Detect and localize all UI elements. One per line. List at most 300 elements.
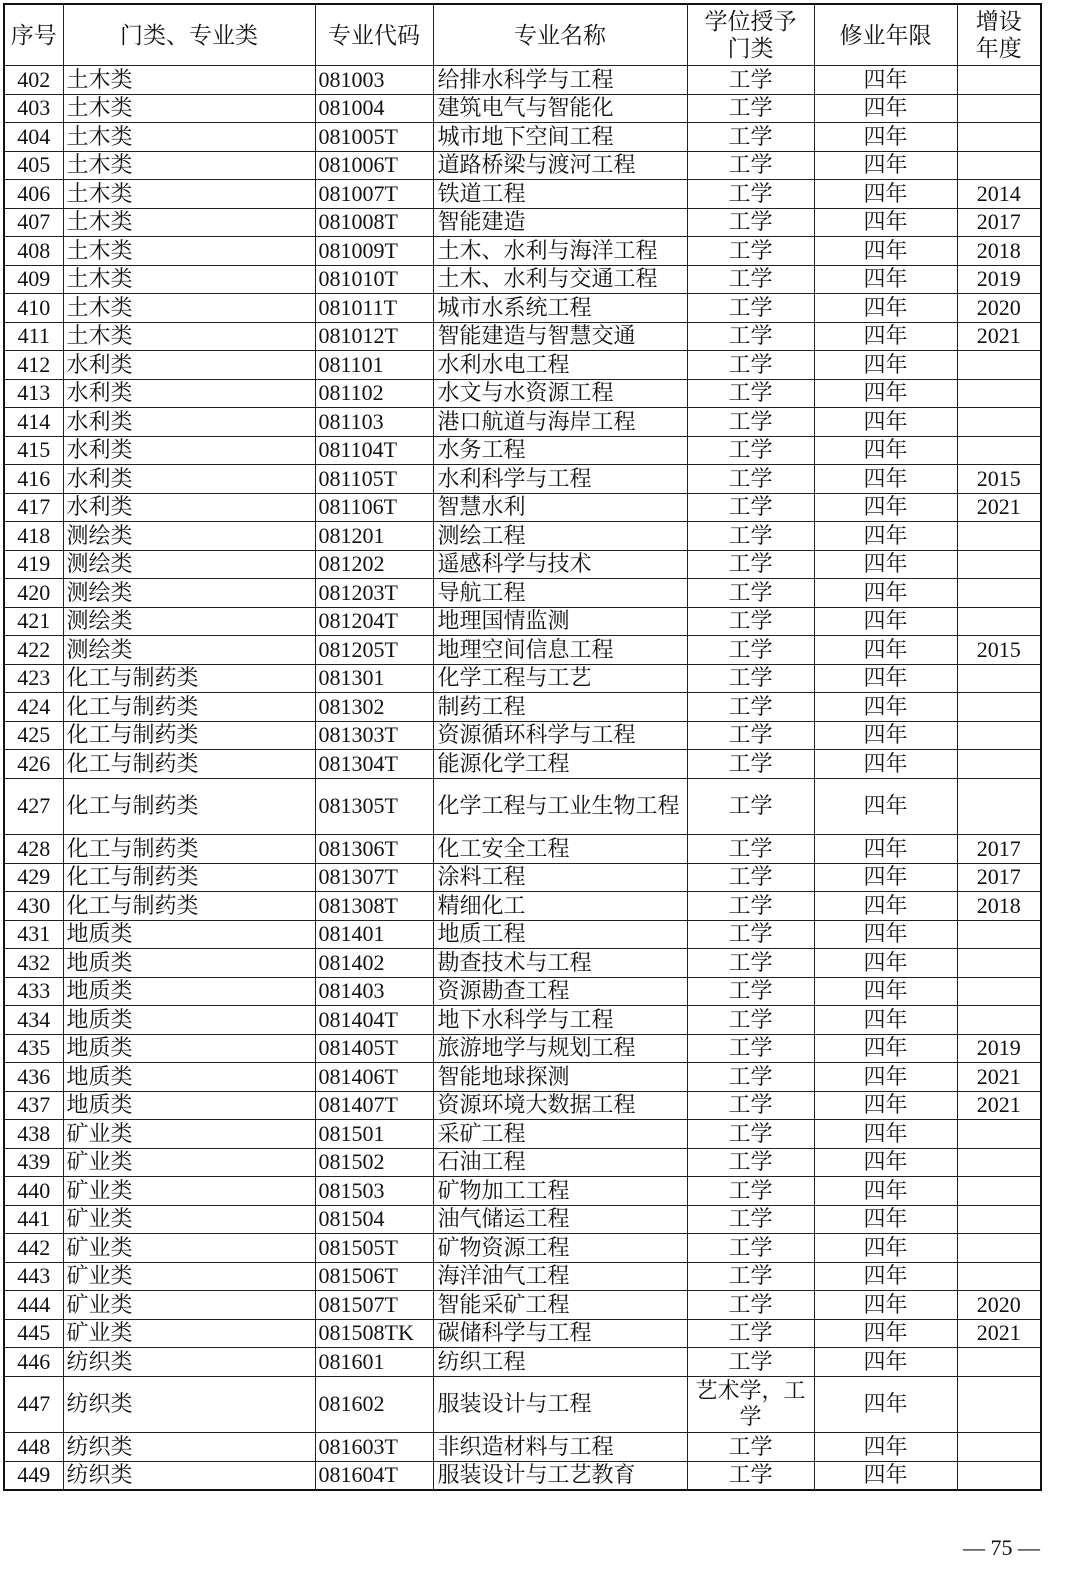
cell-degree: 工学 — [687, 721, 814, 750]
cell-year-added — [957, 1234, 1041, 1263]
cell-code: 081406T — [315, 1063, 433, 1092]
cell-name: 海洋油气工程 — [433, 1262, 687, 1291]
cell-name: 地下水科学与工程 — [433, 1006, 687, 1035]
cell-seq: 422 — [4, 636, 63, 665]
table-header — [4, 4, 1041, 66]
cell-code: 081301 — [315, 664, 433, 693]
cell-name: 给排水科学与工程 — [433, 66, 687, 95]
cell-name: 智能建造 — [433, 208, 687, 237]
cell-year-added — [957, 1006, 1041, 1035]
cell-year-added — [957, 1205, 1041, 1234]
cell-seq: 428 — [4, 835, 63, 864]
cell-category: 矿业类 — [63, 1262, 315, 1291]
cell-name: 化学工程与工艺 — [433, 664, 687, 693]
cell-code: 081307T — [315, 863, 433, 892]
cell-years: 四年 — [814, 863, 957, 892]
cell-name: 水利科学与工程 — [433, 465, 687, 494]
table-row — [4, 977, 1041, 1006]
cell-degree: 工学 — [687, 664, 814, 693]
cell-year-added — [957, 436, 1041, 465]
cell-category: 测绘类 — [63, 607, 315, 636]
cell-degree: 工学 — [687, 579, 814, 608]
table-row — [4, 1376, 1041, 1433]
cell-seq: 425 — [4, 721, 63, 750]
cell-year-added: 2020 — [957, 294, 1041, 323]
cell-degree: 工学 — [687, 1006, 814, 1035]
cell-degree: 工学 — [687, 294, 814, 323]
cell-degree: 工学 — [687, 1063, 814, 1092]
cell-code: 081402 — [315, 949, 433, 978]
cell-year-added: 2015 — [957, 636, 1041, 665]
cell-degree: 工学 — [687, 265, 814, 294]
cell-year-added — [957, 351, 1041, 380]
cell-year-added — [957, 1348, 1041, 1377]
cell-years: 四年 — [814, 493, 957, 522]
table-row — [4, 522, 1041, 551]
cell-seq: 426 — [4, 750, 63, 779]
table-row — [4, 379, 1041, 408]
cell-name: 非织造材料与工程 — [433, 1433, 687, 1462]
cell-degree: 工学 — [687, 550, 814, 579]
cell-years: 四年 — [814, 265, 957, 294]
cell-degree: 工学 — [687, 892, 814, 921]
cell-degree: 工学 — [687, 778, 814, 835]
table-row — [4, 550, 1041, 579]
cell-year-added: 2019 — [957, 1034, 1041, 1063]
cell-category: 矿业类 — [63, 1291, 315, 1320]
cell-category: 水利类 — [63, 379, 315, 408]
cell-category: 地质类 — [63, 1063, 315, 1092]
cell-degree: 工学 — [687, 920, 814, 949]
cell-years: 四年 — [814, 294, 957, 323]
cell-degree: 工学 — [687, 607, 814, 636]
cell-code: 081508TK — [315, 1319, 433, 1348]
cell-code: 081308T — [315, 892, 433, 921]
cell-category: 土木类 — [63, 94, 315, 123]
cell-name: 智能采矿工程 — [433, 1291, 687, 1320]
cell-degree: 工学 — [687, 237, 814, 266]
cell-years: 四年 — [814, 550, 957, 579]
table-row — [4, 151, 1041, 180]
cell-seq: 442 — [4, 1234, 63, 1263]
cell-name: 道路桥梁与渡河工程 — [433, 151, 687, 180]
cell-year-added: 2021 — [957, 493, 1041, 522]
cell-name: 服装设计与工程 — [433, 1376, 687, 1433]
cell-category: 测绘类 — [63, 579, 315, 608]
table-row — [4, 750, 1041, 779]
cell-year-added — [957, 123, 1041, 152]
header-row — [4, 4, 1041, 66]
cell-years: 四年 — [814, 1262, 957, 1291]
cell-years: 四年 — [814, 835, 957, 864]
cell-category: 纺织类 — [63, 1461, 315, 1490]
cell-years: 四年 — [814, 693, 957, 722]
cell-years: 四年 — [814, 1433, 957, 1462]
cell-years: 四年 — [814, 1006, 957, 1035]
cell-seq: 421 — [4, 607, 63, 636]
cell-code: 081202 — [315, 550, 433, 579]
table-row — [4, 94, 1041, 123]
cell-category: 水利类 — [63, 351, 315, 380]
cell-seq: 403 — [4, 94, 63, 123]
cell-seq: 440 — [4, 1177, 63, 1206]
cell-degree: 工学 — [687, 1348, 814, 1377]
cell-name: 地理国情监测 — [433, 607, 687, 636]
cell-years: 四年 — [814, 920, 957, 949]
cell-code: 081501 — [315, 1120, 433, 1149]
header-category: 门类、专业类 — [63, 4, 315, 66]
cell-degree: 工学 — [687, 408, 814, 437]
cell-degree: 艺术学，工学 — [687, 1376, 814, 1433]
cell-category: 纺织类 — [63, 1433, 315, 1462]
cell-code: 081502 — [315, 1148, 433, 1177]
table-row — [4, 607, 1041, 636]
cell-seq: 436 — [4, 1063, 63, 1092]
cell-seq: 404 — [4, 123, 63, 152]
cell-code: 081103 — [315, 408, 433, 437]
cell-year-added — [957, 664, 1041, 693]
cell-year-added — [957, 1433, 1041, 1462]
cell-year-added — [957, 522, 1041, 551]
table-row — [4, 579, 1041, 608]
cell-code: 081004 — [315, 94, 433, 123]
cell-year-added — [957, 1120, 1041, 1149]
cell-name: 制药工程 — [433, 693, 687, 722]
cell-degree: 工学 — [687, 151, 814, 180]
cell-category: 地质类 — [63, 1091, 315, 1120]
cell-degree: 工学 — [687, 493, 814, 522]
cell-year-added — [957, 151, 1041, 180]
table-row — [4, 493, 1041, 522]
cell-years: 四年 — [814, 636, 957, 665]
table-row — [4, 1348, 1041, 1377]
cell-code: 081010T — [315, 265, 433, 294]
cell-years: 四年 — [814, 351, 957, 380]
cell-years: 四年 — [814, 151, 957, 180]
cell-years: 四年 — [814, 1348, 957, 1377]
cell-category: 土木类 — [63, 66, 315, 95]
cell-seq: 439 — [4, 1148, 63, 1177]
cell-years: 四年 — [814, 1091, 957, 1120]
cell-years: 四年 — [814, 379, 957, 408]
cell-code: 081403 — [315, 977, 433, 1006]
cell-category: 地质类 — [63, 1034, 315, 1063]
cell-year-added: 2021 — [957, 322, 1041, 351]
cell-seq: 447 — [4, 1376, 63, 1433]
table-row — [4, 1120, 1041, 1149]
cell-seq: 414 — [4, 408, 63, 437]
cell-category: 化工与制药类 — [63, 664, 315, 693]
cell-seq: 431 — [4, 920, 63, 949]
cell-code: 081305T — [315, 778, 433, 835]
cell-degree: 工学 — [687, 1319, 814, 1348]
table-row — [4, 778, 1041, 835]
cell-year-added: 2018 — [957, 237, 1041, 266]
cell-code: 081011T — [315, 294, 433, 323]
cell-name: 化学工程与工业生物工程 — [433, 778, 687, 835]
cell-years: 四年 — [814, 1148, 957, 1177]
cell-name: 涂料工程 — [433, 863, 687, 892]
cell-name: 矿物加工工程 — [433, 1177, 687, 1206]
cell-seq: 418 — [4, 522, 63, 551]
cell-year-added — [957, 550, 1041, 579]
cell-category: 测绘类 — [63, 550, 315, 579]
cell-category: 土木类 — [63, 180, 315, 209]
cell-years: 四年 — [814, 408, 957, 437]
cell-years: 四年 — [814, 66, 957, 95]
cell-name: 精细化工 — [433, 892, 687, 921]
cell-code: 081603T — [315, 1433, 433, 1462]
cell-degree: 工学 — [687, 94, 814, 123]
cell-name: 石油工程 — [433, 1148, 687, 1177]
cell-seq: 412 — [4, 351, 63, 380]
cell-category: 矿业类 — [63, 1148, 315, 1177]
cell-year-added: 2021 — [957, 1091, 1041, 1120]
cell-years: 四年 — [814, 1034, 957, 1063]
cell-degree: 工学 — [687, 351, 814, 380]
cell-years: 四年 — [814, 322, 957, 351]
cell-name: 资源环境大数据工程 — [433, 1091, 687, 1120]
header-year-added: 增设 年度 — [957, 4, 1041, 66]
cell-code: 081404T — [315, 1006, 433, 1035]
cell-year-added: 2017 — [957, 835, 1041, 864]
cell-seq: 430 — [4, 892, 63, 921]
cell-category: 化工与制药类 — [63, 863, 315, 892]
cell-name: 水务工程 — [433, 436, 687, 465]
cell-year-added — [957, 693, 1041, 722]
cell-name: 测绘工程 — [433, 522, 687, 551]
cell-years: 四年 — [814, 579, 957, 608]
header-seq: 序号 — [4, 4, 63, 66]
cell-years: 四年 — [814, 1291, 957, 1320]
table-row — [4, 465, 1041, 494]
cell-category: 地质类 — [63, 977, 315, 1006]
cell-degree: 工学 — [687, 1177, 814, 1206]
cell-seq: 446 — [4, 1348, 63, 1377]
cell-years: 四年 — [814, 465, 957, 494]
cell-code: 081405T — [315, 1034, 433, 1063]
table-row — [4, 180, 1041, 209]
cell-code: 081205T — [315, 636, 433, 665]
cell-degree: 工学 — [687, 1205, 814, 1234]
cell-code: 081003 — [315, 66, 433, 95]
cell-year-added: 2017 — [957, 863, 1041, 892]
cell-degree: 工学 — [687, 977, 814, 1006]
cell-category: 矿业类 — [63, 1120, 315, 1149]
cell-category: 矿业类 — [63, 1319, 315, 1348]
cell-years: 四年 — [814, 778, 957, 835]
cell-year-added — [957, 750, 1041, 779]
cell-degree: 工学 — [687, 636, 814, 665]
table-row — [4, 1433, 1041, 1462]
cell-year-added — [957, 379, 1041, 408]
cell-years: 四年 — [814, 949, 957, 978]
cell-name: 资源循环科学与工程 — [433, 721, 687, 750]
cell-years: 四年 — [814, 1461, 957, 1490]
cell-years: 四年 — [814, 892, 957, 921]
cell-years: 四年 — [814, 1063, 957, 1092]
table-row — [4, 636, 1041, 665]
cell-year-added — [957, 1461, 1041, 1490]
cell-name: 城市地下空间工程 — [433, 123, 687, 152]
cell-name: 建筑电气与智能化 — [433, 94, 687, 123]
cell-years: 四年 — [814, 123, 957, 152]
table-row — [4, 1063, 1041, 1092]
cell-code: 081203T — [315, 579, 433, 608]
cell-years: 四年 — [814, 1319, 957, 1348]
table-row — [4, 237, 1041, 266]
cell-code: 081005T — [315, 123, 433, 152]
table-row — [4, 664, 1041, 693]
table-row — [4, 408, 1041, 437]
cell-category: 化工与制药类 — [63, 693, 315, 722]
cell-degree: 工学 — [687, 208, 814, 237]
cell-seq: 411 — [4, 322, 63, 351]
cell-year-added — [957, 1262, 1041, 1291]
cell-seq: 423 — [4, 664, 63, 693]
cell-seq: 448 — [4, 1433, 63, 1462]
table-body — [4, 66, 1041, 1491]
cell-year-added — [957, 949, 1041, 978]
cell-years: 四年 — [814, 522, 957, 551]
cell-degree: 工学 — [687, 863, 814, 892]
table-row — [4, 351, 1041, 380]
cell-category: 水利类 — [63, 493, 315, 522]
cell-category: 土木类 — [63, 237, 315, 266]
cell-code: 081009T — [315, 237, 433, 266]
cell-year-added — [957, 1376, 1041, 1433]
cell-name: 矿物资源工程 — [433, 1234, 687, 1263]
cell-code: 081304T — [315, 750, 433, 779]
cell-year-added: 2020 — [957, 1291, 1041, 1320]
cell-code: 081106T — [315, 493, 433, 522]
cell-degree: 工学 — [687, 1433, 814, 1462]
cell-year-added: 2021 — [957, 1063, 1041, 1092]
cell-seq: 441 — [4, 1205, 63, 1234]
cell-code: 081104T — [315, 436, 433, 465]
cell-name: 导航工程 — [433, 579, 687, 608]
cell-code: 081604T — [315, 1461, 433, 1490]
cell-years: 四年 — [814, 664, 957, 693]
cell-degree: 工学 — [687, 379, 814, 408]
cell-code: 081102 — [315, 379, 433, 408]
cell-name: 勘查技术与工程 — [433, 949, 687, 978]
cell-degree: 工学 — [687, 1461, 814, 1490]
majors-table — [3, 3, 1042, 1491]
cell-category: 测绘类 — [63, 636, 315, 665]
cell-category: 矿业类 — [63, 1234, 315, 1263]
cell-name: 化工安全工程 — [433, 835, 687, 864]
cell-name: 水利水电工程 — [433, 351, 687, 380]
cell-seq: 420 — [4, 579, 63, 608]
table-row — [4, 892, 1041, 921]
cell-years: 四年 — [814, 1120, 957, 1149]
cell-code: 081302 — [315, 693, 433, 722]
cell-year-added: 2015 — [957, 465, 1041, 494]
cell-code: 081401 — [315, 920, 433, 949]
cell-name: 土木、水利与交通工程 — [433, 265, 687, 294]
cell-category: 化工与制药类 — [63, 892, 315, 921]
cell-seq: 416 — [4, 465, 63, 494]
table-row — [4, 208, 1041, 237]
cell-year-added: 2019 — [957, 265, 1041, 294]
cell-years: 四年 — [814, 1234, 957, 1263]
cell-year-added — [957, 721, 1041, 750]
table-row — [4, 1177, 1041, 1206]
cell-degree: 工学 — [687, 1034, 814, 1063]
cell-degree: 工学 — [687, 66, 814, 95]
cell-category: 测绘类 — [63, 522, 315, 551]
cell-year-added — [957, 778, 1041, 835]
cell-name: 水文与水资源工程 — [433, 379, 687, 408]
cell-code: 081602 — [315, 1376, 433, 1433]
page-number: — 75 — — [963, 1535, 1040, 1560]
cell-name: 铁道工程 — [433, 180, 687, 209]
cell-seq: 407 — [4, 208, 63, 237]
cell-year-added — [957, 408, 1041, 437]
cell-category: 化工与制药类 — [63, 750, 315, 779]
cell-degree: 工学 — [687, 1148, 814, 1177]
cell-category: 化工与制药类 — [63, 778, 315, 835]
cell-seq: 435 — [4, 1034, 63, 1063]
cell-degree: 工学 — [687, 835, 814, 864]
table-row — [4, 920, 1041, 949]
cell-seq: 434 — [4, 1006, 63, 1035]
cell-degree: 工学 — [687, 123, 814, 152]
cell-degree: 工学 — [687, 322, 814, 351]
cell-degree: 工学 — [687, 1120, 814, 1149]
cell-seq: 437 — [4, 1091, 63, 1120]
table-row — [4, 322, 1041, 351]
header-code: 专业代码 — [315, 4, 433, 66]
cell-seq: 415 — [4, 436, 63, 465]
cell-degree: 工学 — [687, 1262, 814, 1291]
cell-seq: 410 — [4, 294, 63, 323]
cell-name: 城市水系统工程 — [433, 294, 687, 323]
cell-name: 智能建造与智慧交通 — [433, 322, 687, 351]
cell-seq: 449 — [4, 1461, 63, 1490]
cell-years: 四年 — [814, 208, 957, 237]
cell-category: 地质类 — [63, 1006, 315, 1035]
cell-name: 智能地球探测 — [433, 1063, 687, 1092]
table-row — [4, 1006, 1041, 1035]
cell-category: 纺织类 — [63, 1376, 315, 1433]
cell-category: 土木类 — [63, 294, 315, 323]
cell-category: 水利类 — [63, 408, 315, 437]
cell-name: 土木、水利与海洋工程 — [433, 237, 687, 266]
cell-years: 四年 — [814, 436, 957, 465]
cell-seq: 433 — [4, 977, 63, 1006]
table-row — [4, 1319, 1041, 1348]
cell-year-added — [957, 66, 1041, 95]
cell-years: 四年 — [814, 750, 957, 779]
table-row — [4, 1461, 1041, 1490]
header-name: 专业名称 — [433, 4, 687, 66]
cell-code: 081008T — [315, 208, 433, 237]
cell-years: 四年 — [814, 1205, 957, 1234]
cell-code: 081506T — [315, 1262, 433, 1291]
cell-name: 能源化学工程 — [433, 750, 687, 779]
table-row — [4, 1205, 1041, 1234]
cell-years: 四年 — [814, 1376, 957, 1433]
cell-year-added — [957, 94, 1041, 123]
cell-year-added: 2018 — [957, 892, 1041, 921]
cell-year-added — [957, 977, 1041, 1006]
table-row — [4, 1262, 1041, 1291]
cell-year-added — [957, 579, 1041, 608]
cell-seq: 417 — [4, 493, 63, 522]
cell-code: 081006T — [315, 151, 433, 180]
